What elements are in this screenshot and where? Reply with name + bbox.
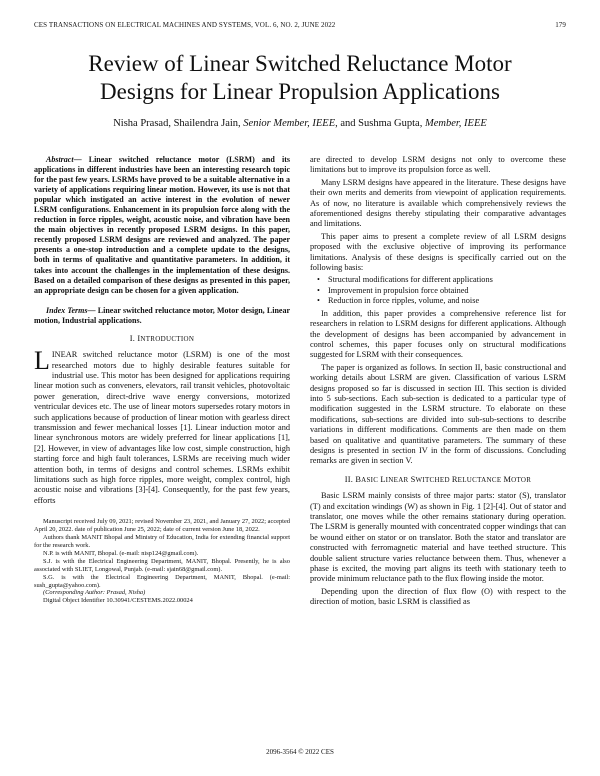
paper-title [0, 50, 600, 105]
section-2-heading-rest: OTOR [511, 475, 532, 484]
section-2-paragraph-1: Basic LSRM mainly consists of three major parts: stator (S), translator (T) and excitation windings (W) as shown in Fig. 1 [2]-[4]. Out of stator and translator, one moves while the other remains stationary during operation. The LSRM is generally mounted with concentrated copper windings that can be wound either on stator or on translator. Both the stator and translator are constructed with ferromagnetic material and have teethed structure. This double salient structure varies reluctance between them. Thus, whenever a phase is excited, the moving part aligns its teeth with stationary teeth to provide minimum reluctance path to the flux flowing inside the motor. [310, 491, 566, 584]
footnote-np: N.P. is with MANIT, Bhopal. (e-mail: nisp124@gmail.com). [43, 549, 199, 557]
footnote-sg: S.G. is with the Electrical Engineering Department, MANIT, Bhopal. (e-mail: sush_gupta@yahoo.com). [34, 573, 290, 589]
footnote-sj: S.J. is with the Electrical Engineering Department, MANIT, Bhopal. Presently, he is also associated with SLIET, Longowal, Punjab. (e-mail: sjain68@gmail.com). [34, 557, 290, 573]
analysis-basis-list [310, 275, 566, 306]
running-header [34, 21, 566, 29]
right-column [310, 155, 566, 608]
list-item: • Structural modifications for different applications [328, 275, 566, 285]
section-2-heading-rest: WITCHED [415, 475, 452, 484]
intro-paragraph-1-text: INEAR switched reluctance motor (LSRM) is one of the most researched motors due to highly desirable features suitable for industrial use. This motor has been designed for applications requiring linear motion such as conveners, elevators, rail transit vehicles, photovoltaic power generation, direct-drive wave energy conversions, motorized ventricular devices etc. The use of linear motors supersedes rotary motors in such applications because of production of linear motion with gearless direct transmission and fewer mechanical losses [1]. Linear induction motor and linear synchronous motors are widely preferred for linear applications [1],[2]. However, in view of advantages like low cost, simple construction, high starting force and high fault tolerances, LSRMs are receiving much wider attention both, in terms of designs and control schemes. LSRMs exhibit limitations such as high force ripples, more weight, complex control, high acoustic noise and vibrations [3]-[4]. Consequently, for the past few years, efforts [34, 350, 290, 505]
list-item: • Reduction in force ripples, volume, and noise [328, 296, 566, 306]
page-footer: 2096-3564 © 2022 CES [266, 748, 334, 756]
footnote-received: Manuscript received July 09, 2021; revised November 23, 2021, and January 27, 2022; accepted April 20, 2022. date of publication June 25, 2022; date of current version June 18, 2022. [34, 518, 290, 534]
intro-paragraph-4: In addition, this paper provides a comprehensive reference list for researchers in relation to LSRM designs for different applications. Although the development of designs has been accompanied by advancement in control schemes, this paper focuses only on structural modifications suggested for LSRM with their consequences. [310, 308, 566, 360]
index-terms-lead: Index Terms [46, 305, 88, 315]
journal-name: CES TRANSACTIONS ON ELECTRICAL MACHINES AND SYSTEMS, VOL. 6, NO. 2, JUNE 2022 [34, 21, 336, 29]
page-number: 179 [555, 21, 566, 29]
title-line-2: Designs for Linear Propulsion Applications [100, 78, 500, 104]
section-1-heading-initial: I [137, 333, 141, 343]
footnotes [34, 518, 290, 605]
intro-paragraph-3: This paper aims to present a complete review of all LSRM designs proposed with the exclusive objective of improving its performance limitations. Analysis of these designs is specifically carried out on the following basis: [310, 231, 566, 273]
intro-paragraph-2: Many LSRM designs have appeared in the literature. These designs have their own merits and demerits from viewpoint of application requirements. As of now, no literature is available which comprehensively reviews the aforementioned designs thereby stipulating their comparative advantages and limitations. [310, 177, 566, 229]
abstract [34, 155, 290, 296]
section-2-heading-initial: M [503, 474, 512, 484]
section-1-heading [34, 334, 290, 344]
section-2-heading-initial: S [410, 474, 416, 484]
section-2-heading-initial: R [451, 474, 458, 484]
list-item: • Improvement in propulsion force obtained [328, 286, 566, 296]
section-2-numeral: II. [344, 474, 354, 484]
footnote-corresponding [34, 589, 290, 597]
intro-paragraph-1 [34, 346, 290, 506]
index-terms-text: — Linear switched reluctance motor, Motor design, Linear motion, Industrial applications. [34, 305, 291, 325]
section-2-heading [310, 475, 566, 485]
section-1-numeral: I. [129, 333, 136, 343]
section-2-heading-rest: ELUCTANCE [457, 475, 504, 484]
section-2-heading-initial: L [380, 474, 386, 484]
dropcap-letter: L [34, 346, 50, 376]
section-1-heading-rest: NTRODUCTION [140, 334, 195, 343]
author-names-a: Nisha Prasad, Shailendra Jain, [113, 118, 244, 129]
author-role-a: Senior Member, IEEE [243, 118, 336, 129]
intro-paragraph-5: The paper is organized as follows. In section II, basic constructional and working details about LSRM are given. Classification of various LSRM designs proposed so far is discussed in section III. This section is divided into 5 sub-sections. Each sub-section is dedicated to a particular type of modification suggested in the LSRM structure. To elaborate on these modifications, sub-sections are divided into sub-sub-sections to describe variations in different modifications. Comments are then made on them based on qualitative and quantitative parameters. The summary of these designs is presented in section IV in the form of discussions. Concluding remarks are given in section V. [310, 362, 566, 466]
author-line [0, 118, 600, 129]
author-role-b: Member, IEEE [424, 118, 487, 129]
title-line-1: Review of Linear Switched Reluctance Motor [88, 51, 512, 76]
section-2-heading-rest: INEAR [385, 475, 411, 484]
corresponding-author: (Corresponding Author: Prasad, Nisha) [43, 589, 146, 597]
abstract-lead: Abstract [46, 155, 74, 164]
intro-paragraph-1-continued: are directed to develop LSRM designs not only to overcome these limitations but to improve its propulsion force as well. [310, 155, 566, 175]
section-2-heading-rest: ASIC [361, 475, 381, 484]
footnote-thanks: Authors thank MANIT Bhopal and Ministry of Education, India for extending financial support for the research work. [34, 534, 290, 549]
left-column [34, 155, 290, 605]
section-2-paragraph-2: Depending upon the direction of flux flow (O) with respect to the direction of motion, basic LSRM is classified as [310, 586, 566, 607]
footnote-doi: Digital Object Identifier 10.30941/CESTEMS.2022.00024 [43, 597, 193, 605]
author-names-b: , and Sushma Gupta, [335, 118, 425, 129]
section-2-heading-initial: B [355, 474, 362, 484]
abstract-text: — Linear switched reluctance motor (LSRM) and its applications in different industries have been an interesting research topic for the past few years. LSRMs have proved to be a suitable alternative in a variety of applications requiring linear motion. However, its use is not that popular which instigated an active interest in the evolution of newer LSRM configurations. Enhancement in its propulsion force along with the reduction in force ripples, weight, acoustic noise, and vibration have been the main objectives in recently proposed LSRM designs. In this paper, recently proposed LSRM designs are reviewed and analyzed. The paper presents a one-stop introduction and a complete update to the designs, both in terms of qualitative and quantitative parameters. In addition, it takes into account the challenges in the implementation of these designs. Based on a detailed comparison of these designs as presented in this paper, an appropriate design can be chosen for a given application. [34, 155, 290, 295]
index-terms [34, 306, 290, 326]
